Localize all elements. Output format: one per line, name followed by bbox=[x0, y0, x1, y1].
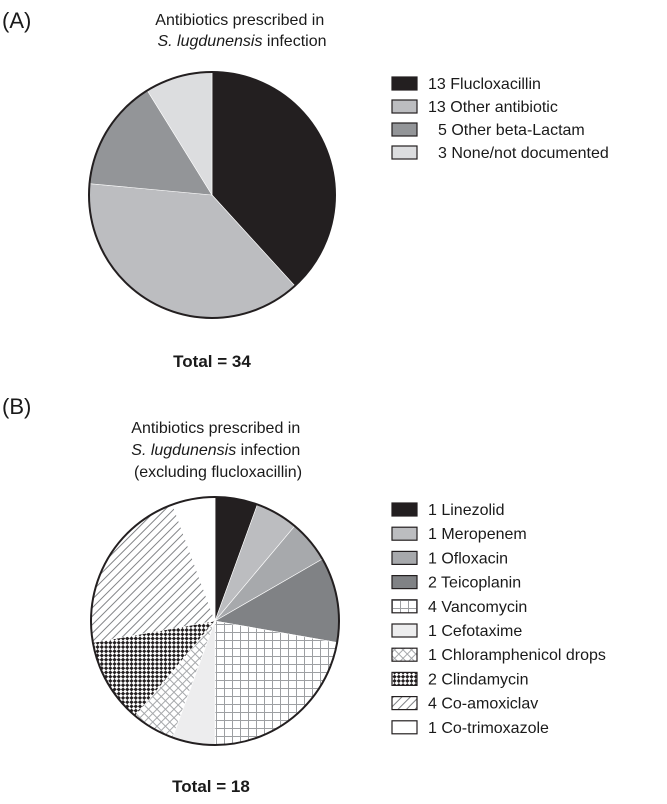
panel-a bbox=[2, 8, 609, 371]
panel-b-label: (B) bbox=[2, 394, 32, 419]
legend-item-co-trimoxazole bbox=[392, 720, 549, 737]
legend-item-co-amoxiclav bbox=[392, 696, 538, 713]
legend-swatch bbox=[392, 100, 417, 113]
panel-a-title: Antibiotics prescribed in S. lugdunensis infection bbox=[155, 12, 327, 50]
legend-item-chloramphenicol-drops bbox=[392, 647, 606, 664]
pie-b bbox=[91, 497, 339, 745]
legend-b bbox=[392, 502, 606, 737]
legend-label: 3 None/not documented bbox=[438, 145, 609, 162]
legend-label: 13 Other antibiotic bbox=[428, 99, 558, 116]
legend-item-clindamycin bbox=[392, 671, 528, 688]
pie-slice-vancomycin bbox=[215, 621, 337, 745]
legend-item-linezolid bbox=[392, 502, 505, 519]
legend-label: 4 Vancomycin bbox=[428, 598, 528, 616]
legend-label: 5 Other beta-Lactam bbox=[438, 122, 585, 139]
legend-label: 2 Clindamycin bbox=[428, 671, 529, 689]
legend-swatch bbox=[392, 77, 417, 90]
legend-swatch bbox=[392, 576, 417, 589]
legend-item-flucloxacillin bbox=[392, 76, 541, 93]
legend-label: 2 Teicoplanin bbox=[428, 574, 522, 592]
legend-item-other-antibiotic bbox=[392, 99, 558, 116]
legend-label: 1 Co-trimoxazole bbox=[428, 719, 549, 737]
pie-a bbox=[89, 72, 335, 318]
legend-label: 13 Flucloxacillin bbox=[428, 76, 541, 93]
panel-a-label: (A) bbox=[2, 8, 32, 33]
legend-item-none-not-documented bbox=[392, 145, 609, 162]
legend-swatch bbox=[392, 648, 417, 661]
legend-swatch bbox=[392, 624, 417, 637]
legend-label: 1 Ofloxacin bbox=[428, 550, 509, 568]
legend-label: 1 Chloramphenicol drops bbox=[428, 647, 606, 665]
panel-b-title: Antibiotics prescribed in S. lugdunensis infection (excluding flucloxacillin) bbox=[131, 420, 303, 481]
legend-swatch bbox=[392, 551, 417, 564]
legend-item-cefotaxime bbox=[392, 623, 522, 640]
legend-item-teicoplanin bbox=[392, 575, 521, 592]
total-a: Total = 34 bbox=[173, 352, 251, 371]
legend-swatch bbox=[392, 146, 417, 159]
legend-item-meropenem bbox=[392, 526, 527, 543]
legend-a bbox=[392, 76, 609, 162]
legend-item-other-beta-lactam bbox=[392, 122, 585, 139]
legend-swatch bbox=[392, 672, 417, 685]
panel-b bbox=[2, 394, 606, 796]
legend-label: 1 Meropenem bbox=[428, 526, 527, 544]
legend-swatch bbox=[392, 123, 417, 136]
legend-swatch bbox=[392, 697, 417, 710]
legend-label: 4 Co-amoxiclav bbox=[428, 695, 539, 713]
legend-item-vancomycin bbox=[392, 599, 527, 616]
legend-item-ofloxacin bbox=[392, 550, 508, 567]
legend-label: 1 Cefotaxime bbox=[428, 623, 523, 640]
total-b: Total = 18 bbox=[172, 777, 250, 796]
legend-swatch bbox=[392, 503, 417, 516]
legend-swatch bbox=[392, 721, 417, 734]
legend-swatch bbox=[392, 527, 417, 540]
legend-swatch bbox=[392, 600, 417, 613]
legend-label: 1 Linezolid bbox=[428, 502, 505, 519]
